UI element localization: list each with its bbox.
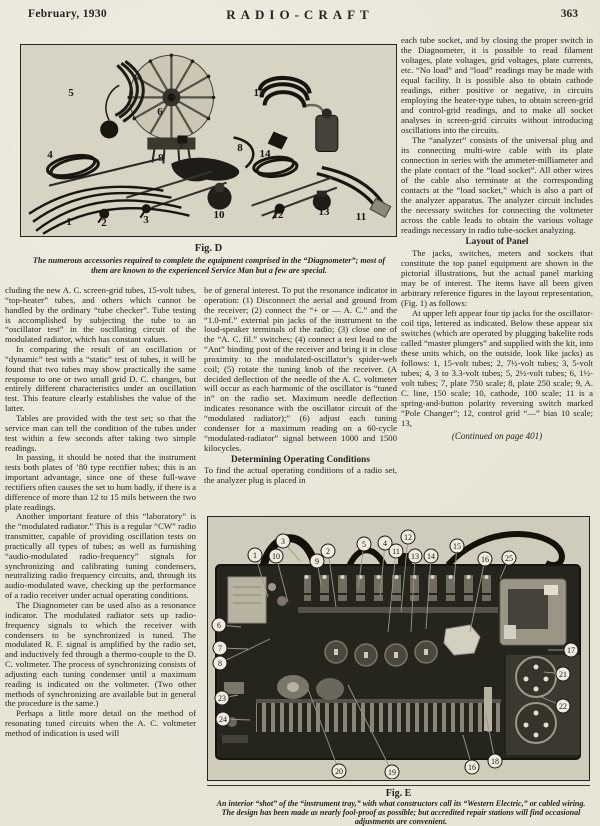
paragraph: each tube socket, and by closing the proper switch in the Diagnometer, it is possible to read filament voltages, plate voltages, grid voltages, plate currents, etc. “No load” and “load” readings may be made with equal facility. It is possible also to obtain cathode readings, either positive or negative, in circuits employing the heater-type tubes, to obtain screen-grid and control-grid readings, and to make all socket analyses in screen-grid circuits without introducing oscillations into the circuits. xyxy=(401,35,593,135)
fig-d-number-8: 8 xyxy=(237,142,243,154)
fig-e-callout-23 xyxy=(215,691,238,705)
fig-e-callout-6 xyxy=(212,618,241,632)
figure-d-caption: The numerous accessories required to complete the equipment comprised in the “Diagnometer”; most of them are known to the experienced Service Man but a few are special. xyxy=(32,256,386,275)
fig-e-callout-16 xyxy=(463,735,479,774)
fig-d-number-12: 12 xyxy=(272,209,284,221)
figure-e xyxy=(207,516,590,781)
continued-note: (Continued on page 401) xyxy=(451,431,543,441)
paragraph: The Diagnometer can be used also as a resonance indicator. The modulated radiator sets up radio-frequency signals to which the receiver with condensers to be synchronized is tuned. The modulated R. F. signal is amplified by the radio set, and inductively fed through a thermo-couple to the D. C. voltmeter. The process of synchronizing consists of adjusting each tuning condenser until a maximum reading is indicated on the voltmeter. (Two other methods of synchronizing are available but in general the procedure is the same.) xyxy=(5,600,196,709)
paragraph: The “analyzer” consists of the universal plug and its connecting multi-wire cable with its plate connection in series with the ammeter-milliameter and the plate contact of the “load socket”. All other wires of the cable also terminate at the corresponding contacts at the “load socket,” which is also a part of the analyzer apparatus. The analyzer circuit includes the necessary switches for connecting the voltmeter across the cable leads to obtain the various voltage readings necessary in radio tube-socket analyzing. xyxy=(401,135,593,235)
svg-text:18: 18 xyxy=(491,756,499,766)
svg-text:21: 21 xyxy=(559,669,567,679)
svg-text:1: 1 xyxy=(253,550,257,560)
fig-e-callout-9 xyxy=(310,554,324,585)
figure-e-caption: An interior “shot” of the “instrument tray,” with what constructors call its “Western Electric,” or cabled wiring. The design has been made as nearly fool-proof as possible; but accredited repair stations will find occasional adjustments are convenient. xyxy=(216,799,586,826)
fig-d-number-3: 3 xyxy=(143,214,149,226)
svg-text:16: 16 xyxy=(481,554,489,564)
figure-d xyxy=(20,44,397,237)
fig-e-callout-1 xyxy=(248,548,268,597)
fig-d-number-15: 15 xyxy=(253,87,265,99)
section-heading-determining-operating-conditions: Determining Operating Conditions xyxy=(231,455,370,466)
fig-d-number-5: 5 xyxy=(68,87,74,99)
fig-e-callout-17 xyxy=(548,643,578,657)
fig-d-number-1: 1 xyxy=(66,216,72,228)
fig-e-callout-24 xyxy=(216,712,250,726)
svg-text:17: 17 xyxy=(567,645,575,655)
right-column xyxy=(401,35,593,441)
section-heading-layout-of-panel: Layout of Panel xyxy=(465,237,529,247)
magazine-title: RADIO-CRAFT xyxy=(226,7,374,22)
svg-text:6: 6 xyxy=(217,620,221,630)
svg-text:7: 7 xyxy=(218,643,222,653)
svg-text:12: 12 xyxy=(404,532,412,542)
fig-d-number-14: 14 xyxy=(259,148,271,160)
svg-text:9: 9 xyxy=(315,556,319,566)
svg-text:5: 5 xyxy=(362,539,366,549)
middle-column xyxy=(204,286,397,486)
fig-d-number-13: 13 xyxy=(318,206,330,218)
fig-e-callout-25 xyxy=(500,551,516,579)
svg-text:3: 3 xyxy=(281,536,285,546)
fig-e-callout-10 xyxy=(269,549,288,602)
fig-e-callout-19 xyxy=(348,685,399,779)
paragraph: cluding the new A. C. screen-grid tubes, 15-volt tubes, “top-heater” tubes, and others which cannot be handled by the ordinary “tube checker”. Tube testing is accomplished by subjecting the tube to an “oscillator test” in the oscillating circuit of the modulated radiator, which has constant values. xyxy=(5,285,196,345)
svg-text:25: 25 xyxy=(505,553,513,563)
svg-text:8: 8 xyxy=(218,658,222,668)
paragraph: Tables are provided with the test set; so that the service man can tell the condition of the tubes under test within a few seconds after taking two simple readings. xyxy=(5,412,196,453)
paragraph: be of general interest. To put the resonance indicator in operation: (1) Disconnect the aerial and ground from the receiver; (2) connect the “+ or — A. C.” and the “1.0-mf.” external pin jacks of the instrument to the loud-speaker terminals of the radio; (3) close one of the “A. C. fil.” switches; (4) connect a test lead to the “Ant” binding post of the receiver and bring it in close proximity to the modulated-oscillator’s spider-web coil; (5) rotate the tuning knob of the receiver. (A decided deflection of the needle of the A. C. voltmeter will occur as each harmonic of the oscillator is “tuned in” on the radio set. Maximum needle deflection indicates resonance with the oscillator circuit of the “modulated radiator);” (6) adjust each tuning condenser for a maximum reading on a 60-cycle “modulated-radiator” signal between 1000 and 1500 kilocycles. xyxy=(204,285,397,453)
fig-d-number-6: 6 xyxy=(157,106,163,118)
fig-d-number-4: 4 xyxy=(47,149,53,161)
fig-d-number-9: 9 xyxy=(158,152,164,164)
fig-e-callout-15 xyxy=(450,539,464,582)
fig-e-callout-11 xyxy=(388,544,403,632)
paragraph: The jacks, switches, meters and sockets that constitute the top panel equipment are shown in the pictorial illustrations, but the actual panel marking may be of interest. The items have all been given arbitrary reference figures in the layout representation, (Fig. 1) as follows: xyxy=(401,248,593,308)
svg-text:20: 20 xyxy=(335,766,343,776)
left-column xyxy=(5,286,196,739)
fig-e-callout-20 xyxy=(308,689,346,778)
fig-e-callout-7 xyxy=(213,641,248,655)
fig-d-number-10: 10 xyxy=(213,209,225,221)
svg-text:22: 22 xyxy=(559,701,567,711)
svg-text:19: 19 xyxy=(388,767,396,777)
figure-e-label: Fig. E xyxy=(385,788,412,799)
fig-e-callout-18 xyxy=(486,715,502,768)
figure-e-callout-layer xyxy=(208,517,588,779)
fig-e-callout-14 xyxy=(424,549,438,629)
svg-text:15: 15 xyxy=(453,541,461,551)
svg-text:10: 10 xyxy=(272,551,280,561)
svg-text:11: 11 xyxy=(392,546,400,556)
fig-e-callout-13 xyxy=(408,549,422,632)
fig-d-number-2: 2 xyxy=(101,217,107,229)
fig-e-callout-22 xyxy=(541,697,570,713)
fig-e-callout-21 xyxy=(544,667,570,681)
svg-text:23: 23 xyxy=(218,693,226,703)
svg-text:13: 13 xyxy=(411,551,419,561)
fig-e-callout-16 xyxy=(470,552,492,632)
fig-e-callout-4 xyxy=(378,536,392,597)
paragraph: To find the actual operating conditions of a radio set, the analyzer plug is placed in xyxy=(204,465,397,486)
svg-text:24: 24 xyxy=(219,714,227,724)
issue-date: February, 1930 xyxy=(28,8,107,20)
fig-e-callout-2 xyxy=(321,544,336,607)
svg-text:2: 2 xyxy=(326,546,330,556)
svg-text:14: 14 xyxy=(427,551,435,561)
accessories-photo xyxy=(21,45,396,236)
page-number: 363 xyxy=(560,8,578,20)
fig-d-number-11: 11 xyxy=(355,211,367,223)
fig-d-number-7: 7 xyxy=(178,140,184,152)
paragraph: In passing, it should be noted that the instrument tests both plates of ’80 type rectifier tubes; this is an important advantage, since one of these full-wave rectifiers often causes the set to hum badly, if there is a difference of more than 12 to 15 mils between the two plate readings. xyxy=(5,452,196,512)
figure-e-bottom-rule xyxy=(207,785,590,786)
svg-text:16: 16 xyxy=(468,762,476,772)
paragraph: In comparing the result of an oscillation or “dynamic” test with a “static” test of tubes, it will be found that two tubes may show practically the same response to one or two small grid D. C. changes, but entirely different characteristics under an oscillation test. This feature clearly establishes the value of the latter. xyxy=(5,344,196,414)
paragraph: Perhaps a little more detail on the method of resonating tuned circuits when the A. C. voltmeter method of indication is used will xyxy=(5,708,196,738)
svg-text:4: 4 xyxy=(383,538,387,548)
paragraph: At upper left appear four tip jacks for the oscillator-coil tips, lettered as indicated. Below these appear six switches (which are operated by plugging bakelite rods called “master plungers” and supplied with the kit, into these units which, on the outside, look like jacks) as follows: 1, 15-volt tubes; 2, 7½-volt tubes; 3, 5-volt tubes; 4, 3 to 3.3-volt tubes; 5, 2½-volt tubes; 6, 1½-volt tubes; 7, plate 750 scale; 8, plate 250 scale; 9, A. C. line, 150 scale; 10, cathode, 100 scale; 11 is a spring-and-button polarity reversing switch marked “Pole Changer”; 12, control grid “—” bias 10 scale; 13, xyxy=(401,308,593,428)
paragraph: Another important feature of this “laboratory” is the “modulated radiator.” This is a regular “CW” radio transmitter, capable of providing oscillation tests on practically all types of tubes; as well as furnishing “audio-modulated radio-frequency” signals for synchronizing and calibrating tuning condensers, neutralizing radio frequency circuits, and, through its audio-modulated wave, checking up the performance of a radio receiver under actual operating conditions. xyxy=(5,511,196,601)
figure-d-label: Fig. D xyxy=(194,243,223,254)
fig-e-callout-5 xyxy=(357,537,371,589)
